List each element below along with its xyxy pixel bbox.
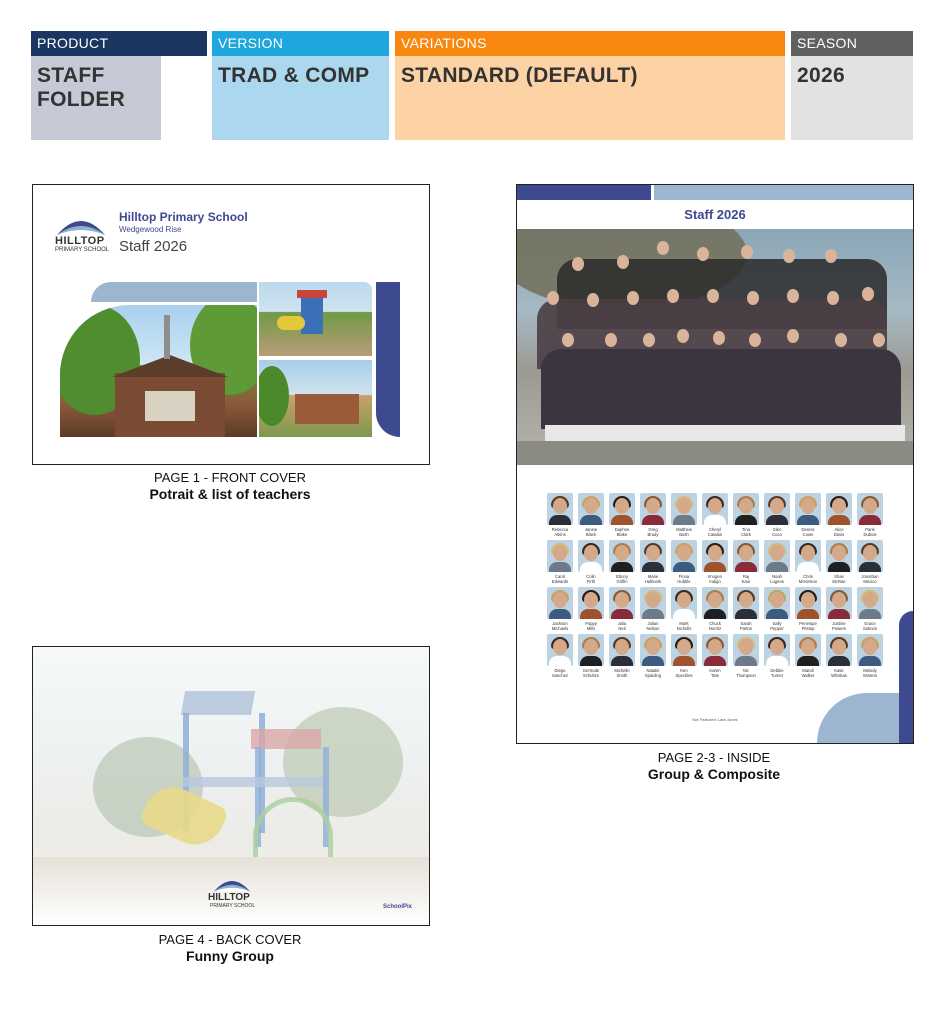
school-name: Hilltop Primary School	[119, 210, 248, 224]
face	[587, 293, 599, 307]
portrait-face	[770, 545, 784, 561]
play-slide	[277, 316, 305, 330]
staff-name: Chuck Norritz	[708, 621, 722, 631]
building-windows	[145, 391, 195, 421]
staff-name: Grace Salmon	[862, 621, 878, 631]
portrait-face	[677, 592, 691, 608]
back-caption-line2: Funny Group	[186, 948, 274, 964]
product-block	[31, 31, 207, 140]
portrait-body	[797, 515, 819, 525]
logo-wordmark: HILLTOP	[55, 235, 105, 247]
season-label: SEASON	[791, 31, 913, 56]
staff-name: Alice Davis	[833, 527, 845, 537]
portrait-body	[611, 562, 633, 572]
face	[677, 329, 689, 343]
staff-portrait	[671, 587, 697, 619]
staff-portrait	[578, 634, 604, 666]
staff-name: Jackson Michaels	[551, 621, 569, 631]
portrait-face	[770, 639, 784, 655]
building-roof	[112, 355, 228, 377]
portrait-face	[863, 498, 877, 514]
face	[747, 291, 759, 305]
portrait-face	[677, 639, 691, 655]
portrait-body	[642, 515, 664, 525]
staff-name: Ebony Griffin	[616, 574, 628, 584]
portrait-body	[797, 562, 819, 572]
portrait-face	[646, 592, 660, 608]
face	[783, 249, 795, 263]
face	[572, 257, 584, 271]
staff-portrait	[795, 634, 821, 666]
product-value: STAFF FOLDER	[31, 56, 161, 140]
portrait-body	[549, 562, 571, 572]
inside-caption-line1: PAGE 2-3 - INSIDE	[657, 750, 771, 765]
portrait-body	[704, 562, 726, 572]
portrait-body	[859, 656, 881, 666]
back-caption-line1: PAGE 4 - BACK COVER	[158, 932, 302, 947]
inside-caption-line2: Group & Composite	[647, 766, 781, 782]
portrait-face	[708, 592, 722, 608]
face	[562, 333, 574, 347]
variations-value: STANDARD (DEFAULT)	[395, 56, 785, 140]
staff-name: Glen Coco	[772, 527, 782, 537]
portrait-body	[580, 609, 602, 619]
portrait-body	[828, 562, 850, 572]
staff-portrait	[609, 540, 635, 572]
staff-portrait	[578, 540, 604, 572]
portrait-body	[549, 515, 571, 525]
staff-portrait	[826, 587, 852, 619]
face	[873, 333, 885, 347]
play-roof	[297, 290, 327, 298]
group-row-front	[541, 349, 901, 429]
staff-portrait	[547, 587, 573, 619]
portrait-body	[611, 656, 633, 666]
portrait-face	[615, 545, 629, 561]
tree-small	[259, 366, 289, 426]
staff-portrait	[609, 493, 635, 525]
staff-portrait	[702, 587, 728, 619]
portrait-face	[770, 498, 784, 514]
staff-name: Fiona Hubble	[677, 574, 691, 584]
staff-portrait	[671, 634, 697, 666]
footer-note: Not Featured: Lara Jones	[692, 717, 738, 722]
staff-name: Imogen Indigo	[708, 574, 722, 584]
staff-portrait	[857, 634, 883, 666]
version-value: TRAD & COMP	[212, 56, 389, 140]
portrait-face	[739, 545, 753, 561]
portrait-face	[615, 592, 629, 608]
face	[697, 247, 709, 261]
staff-name: Daphne Blake	[614, 527, 630, 537]
back-cover-caption	[32, 931, 428, 965]
school-subtitle: Wedgewood Rise	[119, 225, 182, 234]
portrait-face	[832, 592, 846, 608]
staff-portrait	[702, 493, 728, 525]
portrait-body	[642, 656, 664, 666]
face	[787, 329, 799, 343]
staff-portrait	[733, 493, 759, 525]
staff-portrait	[826, 493, 852, 525]
staff-name: Tina Clark	[741, 527, 751, 537]
portrait-body	[580, 515, 602, 525]
portrait-body	[797, 656, 819, 666]
portrait-face	[584, 639, 598, 655]
staff-portrait	[609, 634, 635, 666]
face	[657, 241, 669, 255]
staff-name: Melody Winters	[862, 668, 878, 678]
portrait-body	[797, 609, 819, 619]
staff-name: Chris McKelson	[798, 574, 818, 584]
staff-portrait	[640, 634, 666, 666]
accent-bar-navy	[376, 282, 400, 437]
portrait-face	[677, 545, 691, 561]
face	[787, 289, 799, 303]
portrait-body	[859, 609, 881, 619]
portrait-body	[549, 656, 571, 666]
staff-name: Gertrude Schultze	[582, 668, 600, 678]
play-deck	[183, 777, 323, 787]
inside-top-bar-navy	[517, 185, 651, 200]
main-school-photo	[60, 305, 257, 437]
portrait-body	[580, 656, 602, 666]
portrait-face	[832, 639, 846, 655]
back-cover-card	[32, 646, 430, 926]
portrait-body	[673, 609, 695, 619]
staff-name: Julia Neil	[617, 621, 627, 631]
portrait-face	[739, 639, 753, 655]
staff-portrait	[764, 540, 790, 572]
play-tower	[301, 296, 323, 334]
staff-portrait	[578, 493, 604, 525]
portrait-body	[642, 562, 664, 572]
staff-portrait	[640, 540, 666, 572]
portrait-face	[708, 498, 722, 514]
portrait-face	[708, 545, 722, 561]
portrait-body	[673, 656, 695, 666]
version-block	[212, 31, 389, 140]
building-spire	[164, 315, 170, 359]
face	[827, 291, 839, 305]
staff-portrait	[671, 493, 697, 525]
portrait-body	[766, 656, 788, 666]
logo-subwordmark: PRIMARY SCHOOL	[55, 247, 110, 253]
staff-name: Greg Brady	[647, 527, 659, 537]
staff-name: Diego Sanchez	[551, 668, 569, 678]
staff-portrait	[764, 587, 790, 619]
group-photo	[517, 229, 913, 465]
portrait-body	[611, 609, 633, 619]
inside-caption	[516, 749, 912, 783]
portrait-body	[766, 515, 788, 525]
front-cover-caption	[32, 469, 428, 503]
staff-title: Staff 2026	[119, 238, 188, 255]
small-building	[295, 394, 359, 424]
portrait-face	[553, 639, 567, 655]
staff-name: Raj Kaur	[741, 574, 751, 584]
staff-portrait	[764, 634, 790, 666]
staff-portrait	[702, 540, 728, 572]
back-logo-subwordmark: PRIMARY SCHOOL	[210, 903, 256, 909]
portrait-body	[611, 515, 633, 525]
portrait-face	[832, 498, 846, 514]
portrait-face	[708, 639, 722, 655]
staff-portrait	[547, 634, 573, 666]
portrait-body	[828, 656, 850, 666]
play-red-roof	[251, 729, 321, 749]
staff-name: Natalie Spalding	[644, 668, 662, 678]
staff-portrait	[795, 587, 821, 619]
portrait-body	[704, 515, 726, 525]
staff-name: Shae McRae	[832, 574, 846, 584]
staff-portrait	[795, 540, 821, 572]
portrait-body	[549, 609, 571, 619]
staff-portrait	[857, 587, 883, 619]
face	[749, 333, 761, 347]
portrait-body	[673, 515, 695, 525]
portrait-body	[735, 562, 757, 572]
face	[605, 333, 617, 347]
portrait-body	[859, 562, 881, 572]
portrait-body	[642, 609, 664, 619]
portrait-body	[766, 562, 788, 572]
staff-portrait	[733, 634, 759, 666]
face	[741, 245, 753, 259]
front-caption-line2: Potrait & list of teachers	[149, 486, 311, 502]
portrait-body	[673, 562, 695, 572]
front-cover-card	[32, 184, 430, 465]
staff-name: Dennis Cown	[801, 527, 815, 537]
portrait-face	[553, 545, 567, 561]
school-logo	[55, 213, 107, 237]
portrait-face	[863, 592, 877, 608]
staff-portrait	[547, 540, 573, 572]
portrait-body	[704, 656, 726, 666]
face	[617, 255, 629, 269]
portrait-face	[615, 498, 629, 514]
portrait-face	[863, 639, 877, 655]
staff-name: Nic Thompson	[736, 668, 756, 678]
portrait-face	[863, 545, 877, 561]
portrait-body	[735, 656, 757, 666]
staff-name: Sally Pepper	[770, 621, 784, 631]
inside-card	[516, 184, 914, 744]
staff-portrait	[733, 540, 759, 572]
schoolpix-logo: SchoolPix	[383, 904, 413, 910]
staff-portrait	[640, 493, 666, 525]
season-value: 2026	[791, 56, 913, 140]
portrait-face	[646, 639, 660, 655]
portrait-face	[584, 545, 598, 561]
face	[862, 287, 874, 301]
portrait-face	[677, 498, 691, 514]
portrait-face	[801, 639, 815, 655]
playground-photo	[259, 282, 372, 356]
portrait-face	[770, 592, 784, 608]
staff-portrait	[640, 587, 666, 619]
season-block	[791, 31, 913, 140]
portrait-face	[584, 498, 598, 514]
variations-label: VARIATIONS	[395, 31, 785, 56]
portrait-face	[739, 498, 753, 514]
face	[835, 333, 847, 347]
portrait-body	[766, 609, 788, 619]
face	[713, 331, 725, 345]
staff-portrait	[826, 634, 852, 666]
ground	[517, 441, 913, 465]
staff-name: Carol Edwards	[551, 574, 569, 584]
staff-name: Penelope Pitstop	[799, 621, 817, 631]
staff-name: Sarah Parton	[739, 621, 753, 631]
staff-portrait	[857, 493, 883, 525]
staff-name: Michelle Smith	[614, 668, 630, 678]
portrait-face	[646, 545, 660, 561]
accent-bar-light	[91, 282, 257, 302]
staff-portrait	[578, 587, 604, 619]
portrait-body	[704, 609, 726, 619]
staff-portrait	[857, 540, 883, 572]
staff-composite-grid	[517, 493, 913, 693]
building-photo	[259, 360, 372, 437]
staff-portrait	[733, 587, 759, 619]
face	[667, 289, 679, 303]
inside-top-bar-light	[654, 185, 913, 200]
portrait-face	[615, 639, 629, 655]
staff-name: Mandi Walker	[801, 668, 815, 678]
portrait-body	[828, 515, 850, 525]
staff-name: Mark Nicholls	[676, 621, 692, 631]
staff-name: Poppy Mills	[585, 621, 597, 631]
front-caption-line1: PAGE 1 - FRONT COVER	[154, 470, 306, 485]
staff-name: Colin Firth	[586, 574, 596, 584]
face	[627, 291, 639, 305]
back-school-logo	[211, 875, 253, 893]
staff-portrait	[547, 493, 573, 525]
portrait-body	[828, 609, 850, 619]
portrait-body	[859, 515, 881, 525]
face	[825, 249, 837, 263]
staff-name: Marie Hallmark	[644, 574, 662, 584]
portrait-face	[584, 592, 598, 608]
back-logo-wordmark: HILLTOP	[208, 892, 250, 903]
portrait-body	[580, 562, 602, 572]
staff-name: Janine Black	[584, 527, 598, 537]
portrait-face	[832, 545, 846, 561]
staff-name: Karen Tate	[709, 668, 721, 678]
face	[707, 289, 719, 303]
staff-name: Ken Speckles	[675, 668, 693, 678]
portrait-face	[801, 498, 815, 514]
portrait-face	[739, 592, 753, 608]
staff-name: Jonathan Mexico	[861, 574, 879, 584]
staff-portrait	[702, 634, 728, 666]
staff-portrait	[671, 540, 697, 572]
staff-portrait	[609, 587, 635, 619]
face	[547, 291, 559, 305]
portrait-face	[646, 498, 660, 514]
variations-block	[395, 31, 785, 140]
staff-name: Julian Nelson	[646, 621, 660, 631]
version-label: VERSION	[212, 31, 389, 56]
inside-corner-light	[817, 693, 899, 743]
portrait-body	[735, 609, 757, 619]
product-label: PRODUCT	[31, 31, 207, 56]
face	[643, 333, 655, 347]
portrait-face	[553, 592, 567, 608]
portrait-body	[735, 515, 757, 525]
staff-name: Noah Lugens	[770, 574, 784, 584]
staff-name: Justine Powers	[832, 621, 846, 631]
portrait-face	[801, 592, 815, 608]
staff-name: Cheryl Catalan	[707, 527, 723, 537]
staff-portrait	[826, 540, 852, 572]
staff-name: Rebecca Atkins	[551, 527, 569, 537]
inside-corner-navy	[899, 611, 913, 743]
staff-portrait	[764, 493, 790, 525]
staff-name: Katie Whiskas	[831, 668, 847, 678]
play-tower-roof	[181, 691, 255, 715]
staff-name: Paris Dubois	[863, 527, 877, 537]
inside-title: Staff 2026	[684, 207, 746, 222]
staff-name: Matthew Bush	[676, 527, 692, 537]
portrait-face	[801, 545, 815, 561]
staff-portrait	[795, 493, 821, 525]
portrait-face	[553, 498, 567, 514]
staff-name: Debbie Turner	[770, 668, 784, 678]
